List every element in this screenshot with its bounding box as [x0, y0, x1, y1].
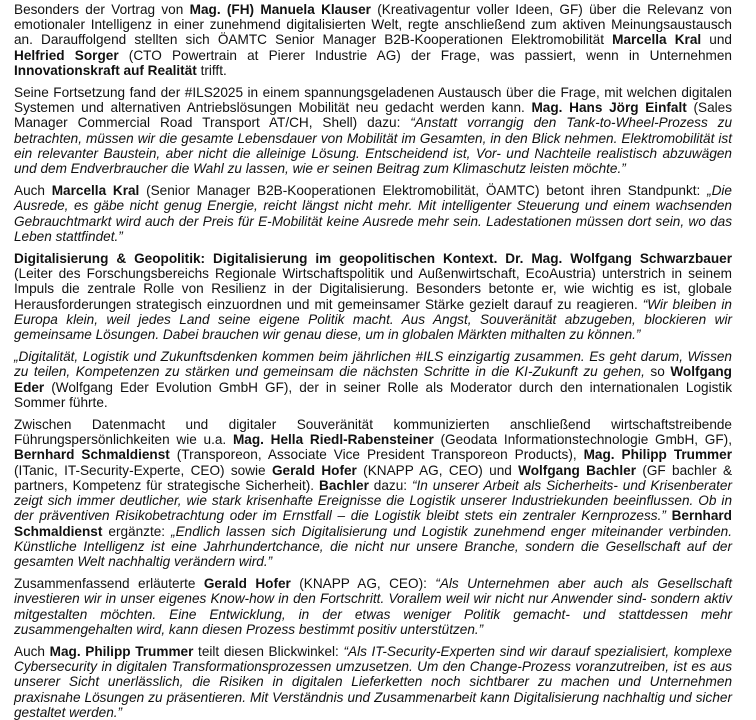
bold-name: Wolfgang Eder: [14, 364, 732, 395]
bold-name: Bachler: [319, 477, 369, 493]
italic-quote: „Die Ausrede, es gäbe nicht genug Energie, reicht längst nicht mehr. Mit intelligenter Steuerung und einem wachsenden Gebrauchtmarkt wird auch der Preis für E-Mobilität keine Ausrede mehr sein. Ladestationen müssen dort sein, wo das Leben stattfindet.”: [14, 183, 732, 244]
paragraph-trummer-quote: [14, 644, 732, 720]
paragraph-kral-quote: [14, 183, 732, 244]
text-run: (Geodata Informationstechnologie GmbH, GF),: [433, 432, 732, 448]
paragraph-panel-discussion: [14, 417, 732, 569]
text-run: Zwischen Datenmacht und digitaler Souveränität kommunizierten anschließend wirtschaftstreibende Führungspersönlichkeiten wie u.a.: [14, 417, 732, 448]
bold-name: Wolfgang Bachler: [518, 462, 636, 478]
bold-name: Mag. Hella Riedl-Rabensteiner: [232, 432, 434, 448]
text-run: dazu:: [368, 477, 412, 493]
text-run: teilt diesen Blickwinkel:: [193, 643, 344, 659]
bold-name: Mag. Philipp Trummer: [49, 643, 194, 659]
bold-name: Mag. Philipp Trummer: [583, 447, 732, 463]
italic-quote: “Als IT-Security-Experten sind wir darauf spezialisiert, komplexe Cybersecurity in digitalen Transformationsprozessen umzusetzen. Um den Change-Prozess voranzutreiben, ist es aus unserer Sicht unerlässlich, die Risiken in digitalen Lieferketten noch sichtbarer zu machen und Unternehmen praxisnahe Lösungen zu präsentieren. Mit Verständnis und Zusammenarbeit kann Digitalisierung nachhaltig und sicher gestaltet werden.”: [14, 643, 732, 720]
text-run: Zusammenfassend erläuterte: [14, 576, 204, 592]
italic-quote: „Digitalität, Logistik und Zukunftsdenken kommen beim jährlichen #ILS einzigartig zusammen. Es geht darum, Wissen zu teilen, Kompetenzen zu stärken und gemeinsam die nächsten Schritte in die KI-Zukunft zu gehen,: [14, 349, 732, 380]
text-run: Besonders der Vortrag von: [14, 2, 190, 17]
text-run: (KNAPP AG, CEO):: [290, 576, 436, 592]
bold-name: Bernhard Schmaldienst: [14, 447, 170, 463]
bold-name: Mag. (FH) Manuela Klauser: [189, 2, 371, 17]
text-run: Auch: [14, 643, 50, 659]
text-run: (KNAPP AG, CEO) und: [356, 462, 519, 478]
text-run: (Senior Manager B2B-Kooperationen Elektromobilität, ÖAMTC) betont ihren Standpunkt:: [139, 183, 708, 199]
text-run: (ITanic, IT-Security-Experte, CEO) sowie: [14, 462, 272, 478]
italic-quote: „Endlich lassen sich Digitalisierung und Logistik zunehmend enger miteinander verbinden. Künstliche Intelligenz ist eine Jahrhundertchance, die nicht nur unsere Branche, sondern die Gesellschaft auf der gesamten Welt nachhaltig verändern wird.”: [14, 523, 732, 569]
text-run: ergänzte:: [102, 523, 172, 539]
bold-name: Innovationskraft auf Realität: [14, 62, 197, 78]
italic-quote: “In unserer Arbeit als Sicherheits- und Krisenberater zeigt sich immer deutlicher, wie stark krisenhafte Ereignisse die Logistik unserer Industriekunden beeinflussen. Ob in der präventiven Risikobetrachtung oder im Ernstfall – die Logistik bleibt stets ein zentraler Kernprozess.”: [14, 477, 732, 524]
text-run: (Sales Manager Commercial Road Transport AT/CH, Shell) dazu:: [14, 100, 733, 131]
text-run: (CTO Powertrain at Pierer Industrie AG) der Frage, was passiert, wenn in Unternehmen: [118, 47, 732, 63]
paragraph-hofer-summary: [14, 576, 732, 637]
italic-quote: “Anstatt vorrangig den Tank-to-Wheel-Prozess zu betrachten, müssen wir die gesamte Lebensdauer von Mobilität im Gesamten, in den Blick nehmen. Elektromobilität ist ein relevanter Baustein, aber nicht die alleinige Lösung. Entscheidend ist, Vor- und Nachteile realistisch abzuwägen und dem Endverbraucher die Wahl zu lassen, wie er seinen Beitrag zum Klimaschutz leisten möchte.”: [14, 115, 733, 177]
paragraph-einfalt-quote: [14, 85, 732, 176]
text-run: trifft.: [196, 62, 227, 78]
bold-name: Gerald Hofer: [271, 462, 357, 478]
paragraph-klauser-intro: [14, 2, 732, 78]
paragraph-eder-moderator: [14, 349, 732, 410]
text-run: so: [644, 364, 671, 380]
text-run: (GF bachler & partners, Kompetenz für strategische Sicherheit).: [14, 462, 733, 493]
italic-quote: “Als Unternehmen aber auch als Gesellschaft investieren wir in unser eigenes Know-how in den Fortschritt. Vorallem weil wir nicht nur Anwender sind- sondern aktiv mitgestalten möchten. Eine Entwicklung, in der etwas weniger Politik gemacht- und stattdessen mehr zusammengehalten wird, kann diesen Prozess bestimmt positiv unterstützen.”: [14, 576, 732, 637]
bold-name: Bernhard Schmaldienst: [14, 508, 732, 539]
text-run: Seine Fortsetzung fand der #ILS2025 in einem spannungsgeladenen Austausch über die Frage, mit welchen digitalen Systemen und alternativen Antriebslösungen Mobilität neu gedacht werden kann.: [14, 85, 732, 116]
bold-name: Digitalisierung & Geopolitik: Digitalisierung im geopolitischen Kontext. Dr. Mag. Wolfgang Schwarzbauer: [14, 251, 732, 267]
bold-name: Marcella Kral: [612, 32, 702, 48]
text-run: (Wolfgang Eder Evolution GmbH GF), der in seiner Rolle als Moderator durch den internationalen Logistik Sommer führte.: [14, 379, 732, 410]
text-run: Auch: [14, 183, 52, 199]
text-run: und: [701, 32, 732, 48]
bold-name: Mag. Hans Jörg Einfalt: [531, 100, 687, 116]
text-run: (Transporeon, Associate Vice President Transporeon Products),: [169, 447, 584, 463]
text-run: (Leiter des Forschungsbereichs Regionale Wirtschaftspolitik und Außenwirtschaft, EcoAustria) unterstrich in seinem Impuls die zentrale Rolle von Resilienz in der Digitalisierung. Besonders betonte er, wie wichtig es ist, globale Herausforderungen strategisch einzuordnen und mit gemeinsamer Stärke gezielt darauf zu reagieren.: [14, 266, 732, 312]
bold-name: Gerald Hofer: [203, 576, 291, 592]
bold-name: Marcella Kral: [51, 183, 140, 199]
paragraph-schwarzbauer-geopolitics: [14, 251, 732, 342]
bold-name: Helfried Sorger: [14, 47, 119, 63]
text-run: (Kreativagentur voller Ideen, GF) über die Relevanz von emotionaler Intelligenz in einer zunehmend digitalisierten Welt, regte anschließend zum aktiven Meinungsaustausch an. Darauffolgend stellten sich ÖAMTC Senior Manager B2B-Kooperationen Elektromobilität: [14, 2, 732, 48]
italic-quote: “Wir bleiben in Europa klein, weil jedes Land seine eigene Politik macht. Aus Angst, Souveränität abzugeben, blockieren wir gemeinsame Lösungen. Dabei brauchen wir genau diese, um in globalen Märkten mithalten zu können.”: [14, 296, 732, 343]
